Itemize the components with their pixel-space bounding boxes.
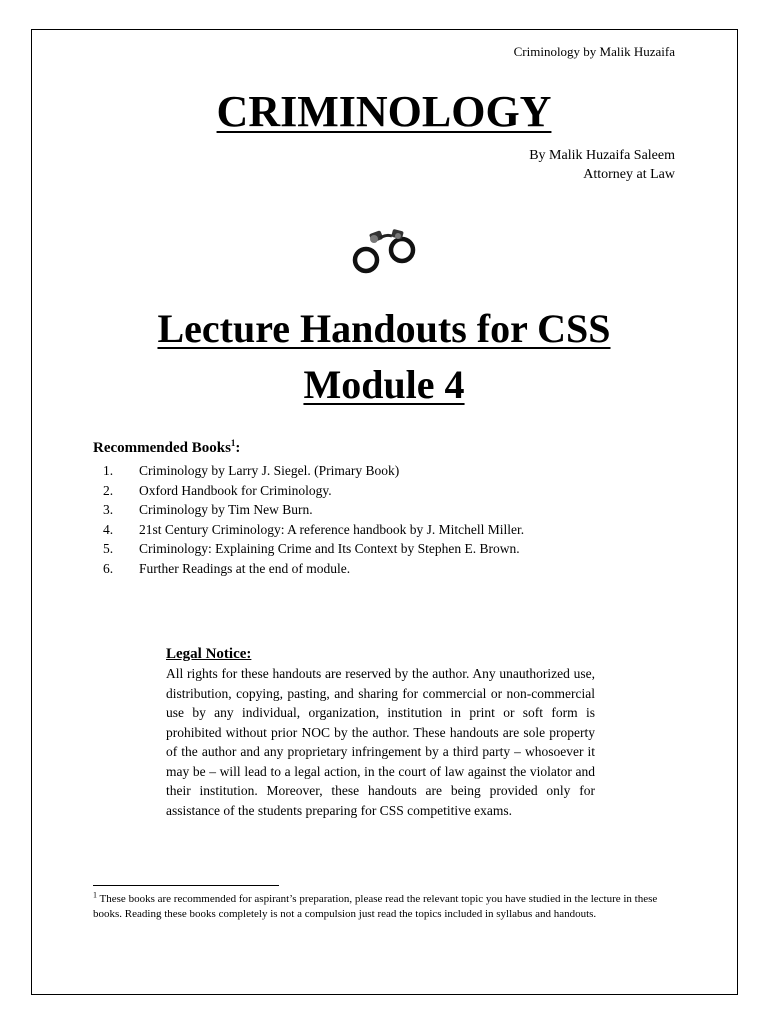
list-item: [103, 500, 524, 520]
subtitle-line-2: [0, 359, 768, 411]
list-item-number: 1.: [103, 463, 114, 478]
author-role: Attorney at Law: [583, 167, 675, 182]
legal-notice-body: All rights for these handouts are reserved by the author. Any unauthorized use, distribution, copying, pasting, and sharing for commercial or non-commercial use by any individual, organization, institution in print or soft form is prohibited without prior NOC by the author. These handouts are sole property of the author and any proprietary infringement by a third party – whosoever it may be – will lead to a legal action, in the court of law against the violator and their institution. Moreover, these handouts are being provided only for assistance of the students preparing for CSS competitive exams.: [166, 666, 595, 818]
handcuffs-icon: [350, 226, 420, 276]
recommended-books-heading-text: Recommended Books: [93, 440, 231, 456]
list-item-text: Criminology by Tim New Burn.: [139, 502, 313, 517]
subtitle-line-2-text: Module 4: [303, 362, 465, 407]
footnote: [93, 892, 678, 922]
list-item-number: 3.: [103, 502, 114, 517]
list-item-text: Further Readings at the end of module.: [139, 560, 351, 576]
running-header: Criminology by Malik Huzaifa: [513, 44, 675, 59]
footnote-marker: 1: [93, 890, 97, 900]
list-item: [103, 539, 524, 559]
list-item: [103, 559, 524, 579]
heading-colon: :: [235, 440, 241, 456]
legal-notice-heading: Legal Notice:: [166, 646, 252, 662]
footnote-reference[interactable]: 1: [230, 438, 236, 448]
subtitle-line-1-text: Lecture Handouts for CSS: [157, 306, 611, 351]
list-item-number: 5.: [103, 541, 114, 556]
list-item: [103, 461, 524, 481]
list-item-text: Criminology by Larry J. Siegel. (Primary Book): [139, 463, 400, 478]
document-title: [0, 86, 768, 137]
footnote-text: These books are recommended for aspirant’s preparation, please read the relevant topic you have studied in the lecture in these books. Reading these books completely is not a compulsion just read the topics included in syllabus and handouts.: [93, 893, 658, 920]
list-item: [103, 481, 524, 501]
document-title-text: CRIMINOLOGY: [216, 87, 552, 136]
legal-notice: [166, 646, 595, 820]
byline: [529, 146, 675, 184]
list-item-text: 21st Century Criminology: A reference handbook by J. Mitchell Miller.: [139, 521, 525, 537]
list-item-text: Oxford Handbook for Criminology.: [139, 482, 332, 498]
footnote-separator: [93, 885, 279, 886]
author-name: By Malik Huzaifa Saleem: [529, 148, 675, 163]
list-item-number: 2.: [103, 482, 114, 498]
list-item-number: 4.: [103, 521, 114, 537]
list-item-number: 6.: [103, 560, 114, 576]
recommended-books-list: [103, 461, 524, 578]
list-item: [103, 520, 524, 540]
subtitle-line-1: [0, 303, 768, 355]
recommended-books-heading: [93, 440, 240, 457]
list-item-text: Criminology: Explaining Crime and Its Context by Stephen E. Brown.: [139, 541, 520, 556]
